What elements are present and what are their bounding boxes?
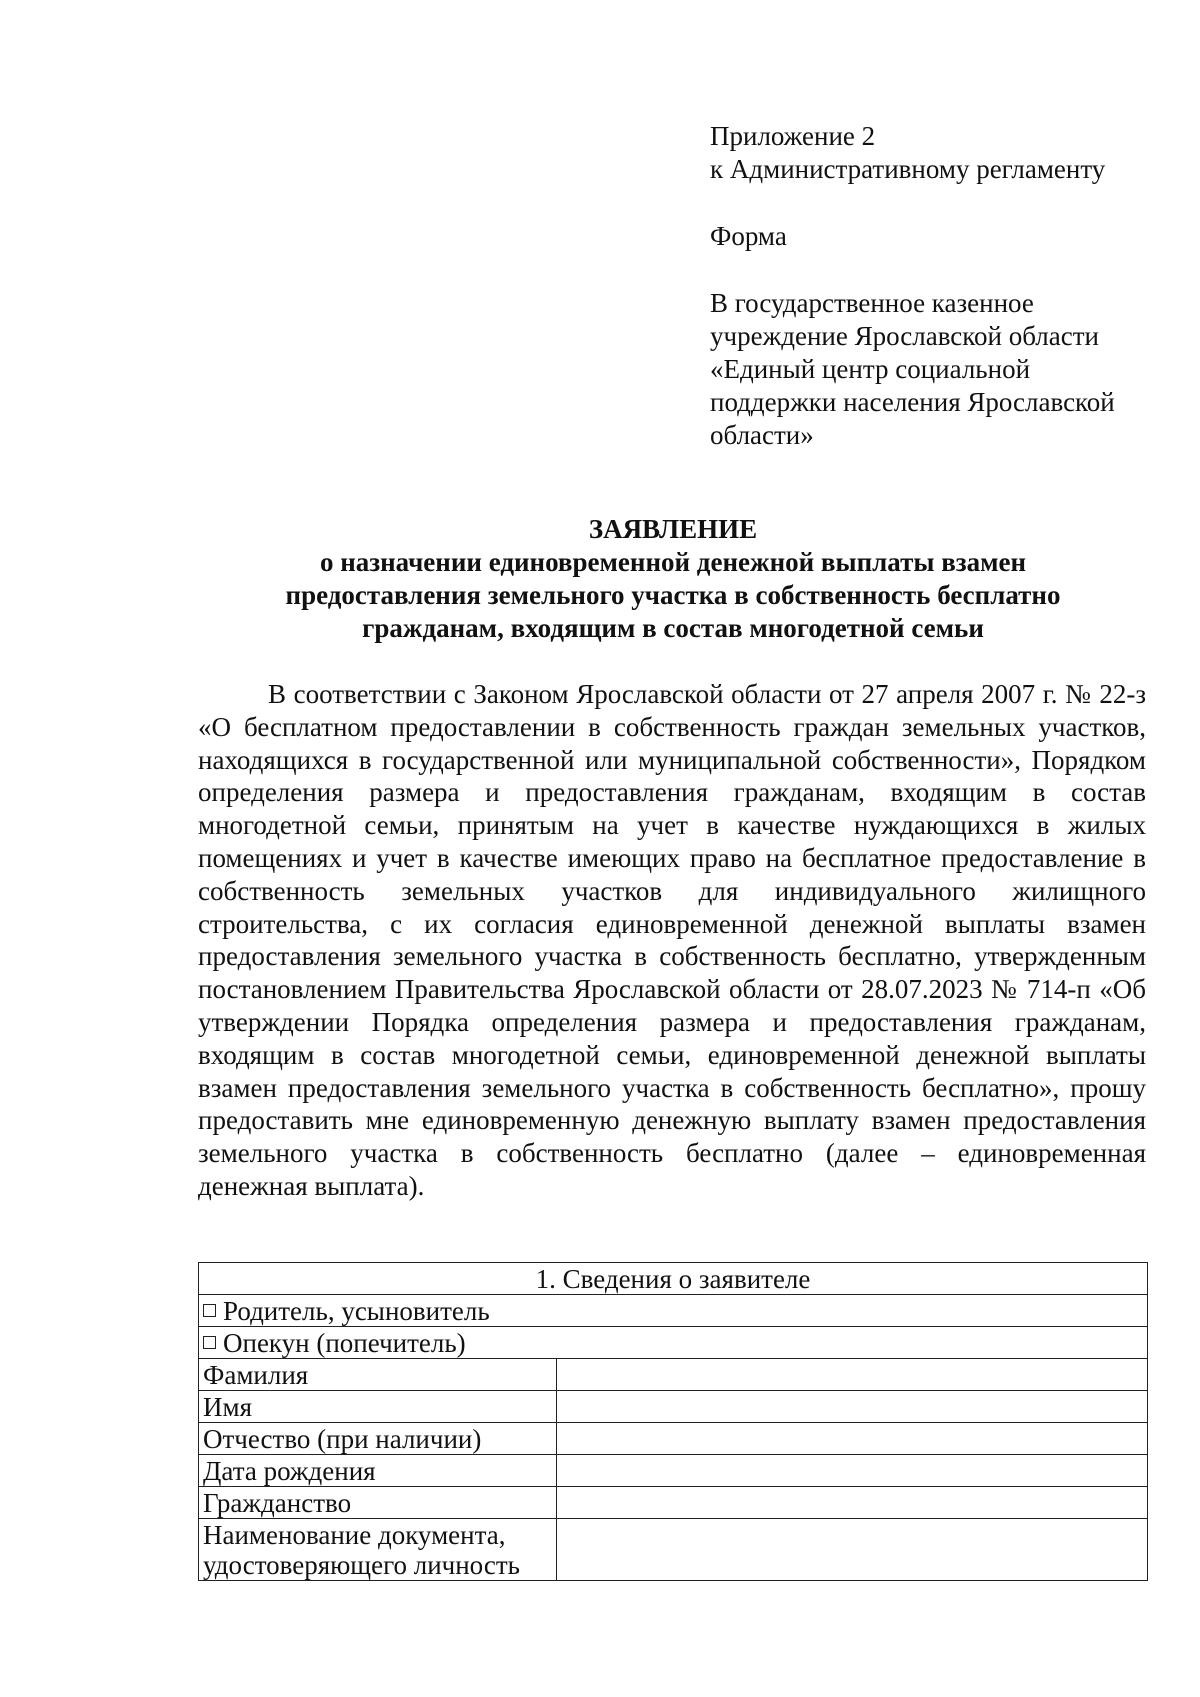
- addressee-line: учреждение Ярославской области: [710, 321, 1099, 351]
- title-subtitle-line: о назначении единовременной денежной выплаты взамен: [319, 547, 1027, 577]
- field-label: Фамилия: [199, 1359, 557, 1391]
- appendix-block: [710, 120, 1170, 452]
- field-value-birth-date[interactable]: [557, 1455, 1148, 1487]
- field-label: Дата рождения: [199, 1455, 557, 1487]
- option-label: Опекун (попечитель): [223, 1328, 466, 1358]
- field-label: Отчество (при наличии): [199, 1423, 557, 1455]
- appendix-reference: к Административному регламенту: [710, 154, 1106, 184]
- table-row: [199, 1295, 1148, 1327]
- field-label: Гражданство: [199, 1487, 557, 1519]
- document-title: [198, 513, 1148, 645]
- field-value-patronymic[interactable]: [557, 1423, 1148, 1455]
- title-heading: ЗАЯВЛЕНИЕ: [588, 514, 758, 544]
- table-row: [199, 1391, 1148, 1423]
- field-label: Наименование документа, удостоверяющего личность: [199, 1519, 557, 1581]
- addressee-line: области»: [710, 420, 814, 450]
- table-row: [199, 1327, 1148, 1359]
- table-row: [199, 1455, 1148, 1487]
- table-row: [199, 1423, 1148, 1455]
- field-value-name[interactable]: [557, 1391, 1148, 1423]
- field-value-identity-document[interactable]: [557, 1519, 1148, 1581]
- table-row: [199, 1359, 1148, 1391]
- addressee-line: поддержки населения Ярославской: [710, 387, 1115, 417]
- body-paragraph: В соответствии с Законом Ярославской области от 27 апреля 2007 г. № 22-з «О бесплатном предоставлении в собственность граждан земельных участков, находящихся в государственной или муниципальной собственности», Порядком определения размера и предоставления гражданам, входящим в состав многодетной семьи, принятым на учет в качестве нуждающихся в жилых помещениях и учет в качестве имеющих право на бесплатное предоставление в собственность земельных участков для индивидуального жилищного строительства, с их согласия единовременной денежной выплаты взамен предоставления земельного участка в собственность бесплатно, утвержденным постановлением Правительства Ярославской области от 28.07.2023 № 714-п «Об утверждении Порядка определения размера и предоставления гражданам, входящим в состав многодетной семьи, единовременной денежной выплаты взамен предоставления земельного участка в собственность бесплатно», прошу предоставить мне единовременную денежную выплату взамен предоставления земельного участка в собственность бесплатно (далее – единовременная денежная выплата).: [198, 679, 1146, 1201]
- option-cell: [199, 1327, 1148, 1359]
- table-row: [199, 1519, 1148, 1581]
- table-header: 1. Сведения о заявителе: [199, 1263, 1148, 1295]
- title-subtitle-line: гражданам, входящим в состав многодетной семьи: [362, 613, 984, 643]
- checkbox-parent[interactable]: [203, 1304, 216, 1317]
- addressee-line: В государственное казенное: [710, 288, 1034, 318]
- field-value-citizenship[interactable]: [557, 1487, 1148, 1519]
- field-label: Имя: [199, 1391, 557, 1423]
- body-text: [198, 678, 1146, 1203]
- table-row: [199, 1487, 1148, 1519]
- field-value-surname[interactable]: [557, 1359, 1148, 1391]
- option-cell: [199, 1295, 1148, 1327]
- checkbox-guardian[interactable]: [203, 1336, 216, 1349]
- option-label: Родитель, усыновитель: [223, 1296, 490, 1326]
- table-header-row: [199, 1263, 1148, 1295]
- applicant-info-table: [198, 1262, 1148, 1581]
- addressee-line: «Единый центр социальной: [710, 354, 1031, 384]
- title-subtitle-line: предоставления земельного участка в собственность бесплатно: [285, 580, 1061, 610]
- appendix-number: Приложение 2: [710, 121, 876, 151]
- form-label: Форма: [710, 221, 787, 251]
